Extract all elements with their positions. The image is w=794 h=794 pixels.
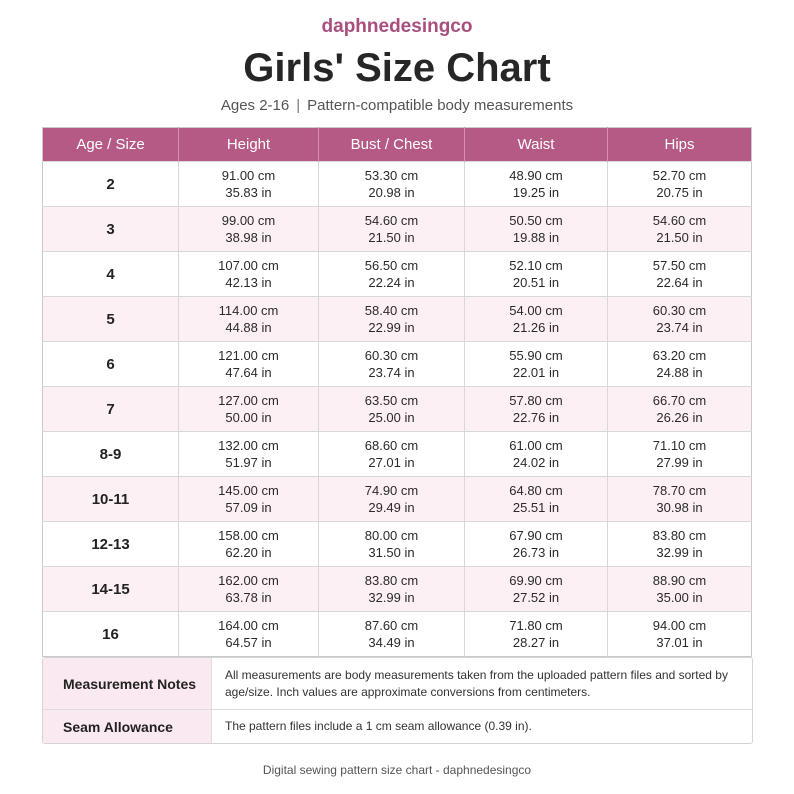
note-label: Seam Allowance xyxy=(43,710,212,743)
table-row xyxy=(43,342,752,387)
bust-cell xyxy=(319,567,465,612)
hips-in: 26.26 in xyxy=(656,410,703,425)
bust-in: 21.50 in xyxy=(368,230,415,245)
hips-cell xyxy=(608,432,752,477)
height-cell xyxy=(179,387,319,432)
bust-cell xyxy=(319,612,465,657)
height-cm: 121.00 cm xyxy=(218,348,279,363)
waist-cm: 61.00 cm xyxy=(509,438,563,453)
size-cell: 4 xyxy=(43,252,179,297)
header-height: Height xyxy=(179,128,319,162)
waist-cell xyxy=(465,387,608,432)
waist-in: 22.01 in xyxy=(512,365,560,380)
bust-in: 23.74 in xyxy=(368,365,415,380)
hips-in: 20.75 in xyxy=(656,185,703,200)
hips-cell xyxy=(608,477,752,522)
bust-in: 34.49 in xyxy=(368,635,415,650)
bust-cm: 58.40 cm xyxy=(364,303,419,318)
height-in: 47.64 in xyxy=(225,365,272,380)
bust-cell xyxy=(319,297,465,342)
hips-cm: 63.20 cm xyxy=(652,348,707,363)
height-in: 63.78 in xyxy=(225,590,272,605)
bust-cm: 60.30 cm xyxy=(364,348,419,363)
waist-cell xyxy=(465,162,608,207)
waist-in: 19.88 in xyxy=(512,230,560,245)
waist-in: 27.52 in xyxy=(512,590,560,605)
hips-cell xyxy=(608,567,752,612)
bust-cell xyxy=(319,477,465,522)
hips-cm: 83.80 cm xyxy=(652,528,707,543)
height-cell xyxy=(179,522,319,567)
size-cell: 7 xyxy=(43,387,179,432)
waist-cell xyxy=(465,567,608,612)
height-cell xyxy=(179,342,319,387)
header-bust-chest: Bust / Chest xyxy=(319,128,465,162)
waist-cell xyxy=(465,522,608,567)
waist-cm: 55.90 cm xyxy=(509,348,563,363)
height-cell xyxy=(179,252,319,297)
waist-cm: 48.90 cm xyxy=(509,168,563,183)
bust-cell xyxy=(319,162,465,207)
size-cell: 3 xyxy=(43,207,179,252)
height-cell xyxy=(179,477,319,522)
waist-cm: 67.90 cm xyxy=(509,528,563,543)
height-cm: 164.00 cm xyxy=(218,618,279,633)
page-footer: Digital sewing pattern size chart - daphnedesingco xyxy=(262,763,532,777)
table-row xyxy=(43,567,752,612)
waist-in: 28.27 in xyxy=(512,635,560,650)
height-cm: 127.00 cm xyxy=(218,393,279,408)
table-row xyxy=(43,297,752,342)
size-cell: 8-9 xyxy=(43,432,179,477)
size-cell: 16 xyxy=(43,612,179,657)
waist-cm: 64.80 cm xyxy=(509,483,563,498)
bust-in: 20.98 in xyxy=(368,185,415,200)
hips-cell xyxy=(608,207,752,252)
note-label: Measurement Notes xyxy=(43,658,212,709)
waist-cell xyxy=(465,342,608,387)
bust-cm: 68.60 cm xyxy=(364,438,419,453)
waist-cm: 54.00 cm xyxy=(509,303,563,318)
height-cell xyxy=(179,567,319,612)
table-row xyxy=(43,522,752,567)
subtitle-ages: Ages 2-16 xyxy=(220,97,290,114)
table-row xyxy=(43,387,752,432)
height-cell xyxy=(179,612,319,657)
brand-name: daphnedesingco xyxy=(321,16,473,37)
hips-cm: 78.70 cm xyxy=(652,483,707,498)
waist-cm: 52.10 cm xyxy=(509,258,563,273)
hips-cm: 60.30 cm xyxy=(652,303,707,318)
bust-cm: 87.60 cm xyxy=(364,618,419,633)
bust-cell xyxy=(319,432,465,477)
notes-table xyxy=(42,657,753,744)
hips-cm: 94.00 cm xyxy=(652,618,707,633)
hips-cell xyxy=(608,522,752,567)
size-cell: 2 xyxy=(43,162,179,207)
note-text: The pattern files include a 1 cm seam allowance (0.39 in). xyxy=(225,719,532,733)
height-in: 38.98 in xyxy=(225,230,272,245)
hips-in: 24.88 in xyxy=(656,365,703,380)
hips-cell xyxy=(608,162,752,207)
hips-cell xyxy=(608,297,752,342)
hips-cm: 57.50 cm xyxy=(652,258,707,273)
size-cell: 12-13 xyxy=(43,522,179,567)
waist-in: 21.26 in xyxy=(512,320,560,335)
hips-in: 32.99 in xyxy=(656,545,703,560)
bust-in: 31.50 in xyxy=(368,545,415,560)
hips-in: 35.00 in xyxy=(656,590,703,605)
bust-cm: 80.00 cm xyxy=(364,528,419,543)
table-row xyxy=(43,612,752,657)
hips-cm: 52.70 cm xyxy=(652,168,707,183)
subtitle-description: Pattern-compatible body measurements xyxy=(307,97,574,114)
height-cell xyxy=(179,207,319,252)
hips-cm: 54.60 cm xyxy=(652,213,707,228)
hips-in: 23.74 in xyxy=(656,320,703,335)
bust-cell xyxy=(319,522,465,567)
height-in: 35.83 in xyxy=(225,185,272,200)
height-in: 51.97 in xyxy=(225,455,272,470)
height-in: 62.20 in xyxy=(225,545,272,560)
height-cell xyxy=(179,162,319,207)
height-cm: 114.00 cm xyxy=(218,303,279,318)
bust-cm: 53.30 cm xyxy=(364,168,419,183)
bust-in: 27.01 in xyxy=(368,455,415,470)
subtitle-separator: | xyxy=(296,97,301,114)
bust-cm: 56.50 cm xyxy=(364,258,419,273)
size-chart-table xyxy=(42,127,752,657)
table-row xyxy=(43,432,752,477)
waist-in: 19.25 in xyxy=(512,185,560,200)
table-row xyxy=(43,162,752,207)
waist-cm: 57.80 cm xyxy=(509,393,563,408)
height-cm: 162.00 cm xyxy=(218,573,279,588)
waist-in: 20.51 in xyxy=(512,275,560,290)
hips-cell xyxy=(608,387,752,432)
size-cell: 14-15 xyxy=(43,567,179,612)
height-cm: 99.00 cm xyxy=(221,213,276,228)
table-header-row xyxy=(43,128,752,162)
header-hips: Hips xyxy=(608,128,752,162)
bust-cell xyxy=(319,342,465,387)
bust-cell xyxy=(319,252,465,297)
waist-cell xyxy=(465,432,608,477)
height-cm: 145.00 cm xyxy=(218,483,279,498)
bust-cm: 83.80 cm xyxy=(364,573,419,588)
waist-cell xyxy=(465,297,608,342)
page-title: Girls' Size Chart xyxy=(243,46,551,90)
waist-in: 26.73 in xyxy=(512,545,560,560)
waist-cell xyxy=(465,477,608,522)
bust-in: 32.99 in xyxy=(368,590,415,605)
waist-in: 22.76 in xyxy=(512,410,560,425)
height-cell xyxy=(179,297,319,342)
header-age-size: Age / Size xyxy=(43,128,179,162)
height-in: 64.57 in xyxy=(225,635,272,650)
table-row xyxy=(43,252,752,297)
hips-cell xyxy=(608,342,752,387)
hips-in: 30.98 in xyxy=(656,500,703,515)
height-cm: 132.00 cm xyxy=(218,438,279,453)
height-cm: 107.00 cm xyxy=(218,258,279,273)
height-cm: 91.00 cm xyxy=(221,168,276,183)
hips-cell xyxy=(608,252,752,297)
waist-cell xyxy=(465,207,608,252)
hips-in: 37.01 in xyxy=(656,635,703,650)
waist-cell xyxy=(465,252,608,297)
size-cell: 5 xyxy=(43,297,179,342)
note-row-measurement xyxy=(43,658,752,709)
waist-cm: 71.80 cm xyxy=(509,618,563,633)
height-in: 57.09 in xyxy=(225,500,272,515)
hips-cm: 88.90 cm xyxy=(652,573,707,588)
height-cell xyxy=(179,432,319,477)
table-row xyxy=(43,207,752,252)
size-cell: 10-11 xyxy=(43,477,179,522)
table-row xyxy=(43,477,752,522)
bust-cm: 63.50 cm xyxy=(364,393,419,408)
hips-in: 21.50 in xyxy=(656,230,703,245)
waist-cell xyxy=(465,612,608,657)
hips-cm: 66.70 cm xyxy=(652,393,707,408)
height-in: 44.88 in xyxy=(225,320,272,335)
bust-in: 22.24 in xyxy=(368,275,415,290)
hips-cm: 71.10 cm xyxy=(652,438,707,453)
note-text: All measurements are body measurements taken from the uploaded pattern files and sorted by age/size. Inch values are approximate conversions from centimeters. xyxy=(225,667,728,699)
bust-in: 25.00 in xyxy=(368,410,415,425)
bust-in: 22.99 in xyxy=(368,320,415,335)
waist-cm: 69.90 cm xyxy=(509,573,563,588)
hips-cell xyxy=(608,612,752,657)
waist-in: 24.02 in xyxy=(512,455,560,470)
header-waist: Waist xyxy=(465,128,608,162)
size-cell: 6 xyxy=(43,342,179,387)
bust-cell xyxy=(319,207,465,252)
height-in: 50.00 in xyxy=(225,410,272,425)
height-cm: 158.00 cm xyxy=(218,528,279,543)
bust-in: 29.49 in xyxy=(368,500,415,515)
bust-cell xyxy=(319,387,465,432)
waist-in: 25.51 in xyxy=(512,500,560,515)
hips-in: 22.64 in xyxy=(656,275,703,290)
height-in: 42.13 in xyxy=(225,275,272,290)
waist-cm: 50.50 cm xyxy=(509,213,563,228)
hips-in: 27.99 in xyxy=(656,455,703,470)
bust-cm: 74.90 cm xyxy=(364,483,419,498)
bust-cm: 54.60 cm xyxy=(364,213,419,228)
page-subtitle xyxy=(0,97,794,114)
note-row-seam-allowance xyxy=(43,709,752,743)
